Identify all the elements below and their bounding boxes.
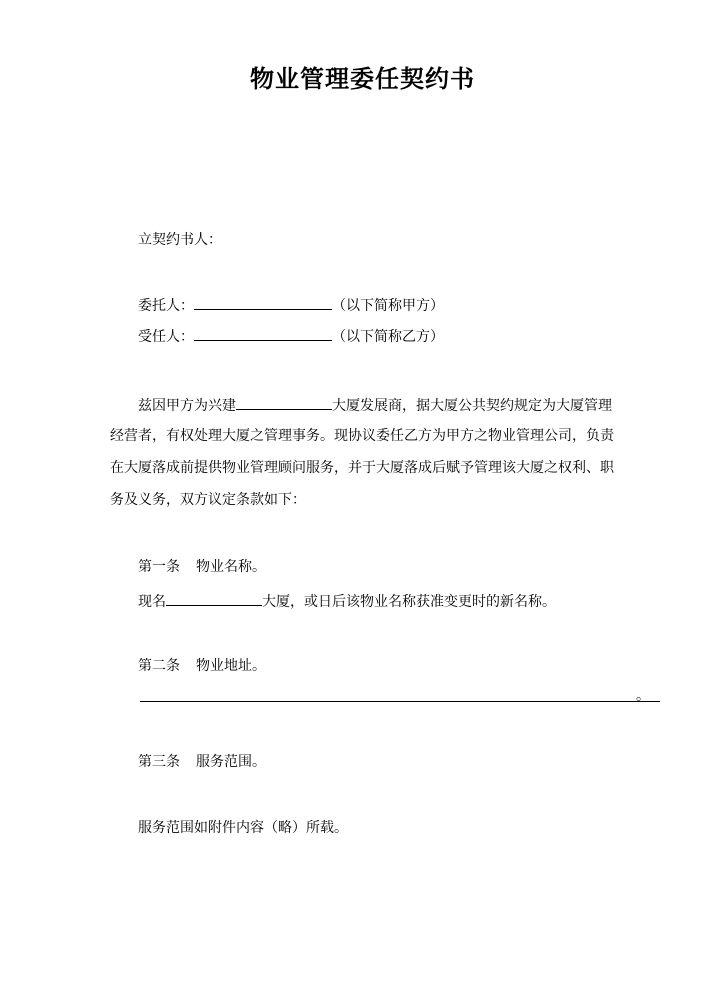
party-b-blank[interactable] xyxy=(194,326,332,341)
article-3-number: 第三条 xyxy=(138,754,180,770)
property-name-blank[interactable] xyxy=(166,591,262,606)
preamble-line-4: 务及义务，双方议定条款如下： xyxy=(110,492,306,508)
article-3-title: 服务范围。 xyxy=(196,754,266,770)
party-heading: 立契约书人： xyxy=(138,232,222,248)
article-2-heading xyxy=(138,656,266,676)
address-end-mark: 。 xyxy=(636,688,650,704)
party-b-label: 受任人： xyxy=(138,329,194,345)
article-3-heading xyxy=(138,752,266,772)
party-b-suffix: （以下简称乙方） xyxy=(332,329,444,345)
preamble-text-a: 兹因甲方为兴建 xyxy=(138,398,236,414)
preamble-line-2: 经营者，有权处理大厦之管理事务。现协议委任乙方为甲方之物业管理公司，负责 xyxy=(110,428,614,444)
article-2-number: 第二条 xyxy=(138,658,180,674)
article-3-body: 服务范围如附件内容（略）所载。 xyxy=(138,820,348,836)
preamble-text-b: 大厦发展商，据大厦公共契约规定为大厦管理 xyxy=(332,398,612,414)
party-b-line xyxy=(138,326,444,347)
article-1-heading xyxy=(138,557,266,577)
property-address-blank[interactable] xyxy=(140,701,660,702)
preamble-line-3: 在大厦落成前提供物业管理顾问服务，并于大厦落成后赋予管理该大厦之权利、职 xyxy=(110,460,614,476)
party-a-label: 委托人： xyxy=(138,298,194,314)
article-1-title: 物业名称。 xyxy=(196,559,266,575)
party-a-suffix: （以下简称甲方） xyxy=(332,298,444,314)
article-1-text-a: 现名 xyxy=(138,594,166,610)
article-2-title: 物业地址。 xyxy=(196,658,266,674)
party-a-line xyxy=(138,295,444,316)
preamble-line-1 xyxy=(138,395,612,416)
party-a-blank[interactable] xyxy=(194,295,332,310)
article-1-text-b: 大厦，或日后该物业名称获准变更时的新名称。 xyxy=(262,594,556,610)
article-1-number: 第一条 xyxy=(138,559,180,575)
document-title: 物业管理委任契约书 xyxy=(250,65,475,93)
building-name-blank[interactable] xyxy=(236,395,332,410)
article-1-body xyxy=(138,591,556,612)
